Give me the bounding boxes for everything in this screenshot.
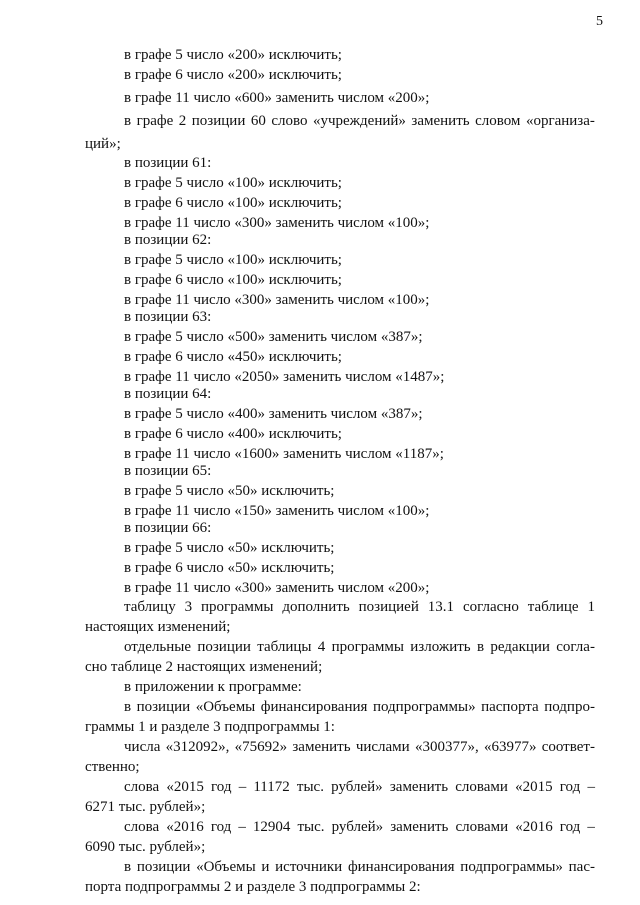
word: тыс. xyxy=(297,819,325,835)
word: «учреждений» xyxy=(312,113,406,129)
word: «300377», xyxy=(414,739,479,755)
text-line: в графе 5 число «200» исключить; xyxy=(124,47,342,63)
word: редакции xyxy=(490,639,550,655)
word: позиции xyxy=(136,859,191,875)
text-line xyxy=(124,698,595,716)
word: словами xyxy=(455,779,508,795)
text-line xyxy=(124,598,595,616)
word: 4 xyxy=(317,639,326,655)
word: пас- xyxy=(568,859,595,875)
text-line: в графе 5 число «400» заменить числом «387»; xyxy=(124,406,423,422)
word: таблицы xyxy=(257,639,312,655)
text-line: порта подпрограммы 2 и разделе 3 подпрограммы 2: xyxy=(85,879,421,895)
word: позиции xyxy=(136,699,191,715)
word: рублей» xyxy=(331,819,384,835)
word: год xyxy=(559,819,581,835)
text-line: в графе 5 число «100» исключить; xyxy=(124,252,342,268)
word: программы xyxy=(201,599,274,615)
word: 60 xyxy=(250,113,266,129)
word: словами xyxy=(455,819,509,835)
word: числами xyxy=(355,739,410,755)
word: и xyxy=(261,859,270,875)
text-line: в позиции 62: xyxy=(124,232,212,248)
word: таблицу xyxy=(124,599,176,615)
word: – xyxy=(238,779,247,795)
word: год xyxy=(211,779,232,795)
word: «организа- xyxy=(525,113,595,129)
text-line xyxy=(124,112,595,130)
text-line: 6090 тыс. рублей»; xyxy=(85,839,206,855)
text-line: в позиции 64: xyxy=(124,386,212,402)
word: заменить xyxy=(411,113,470,129)
text-line: сно таблице 2 настоящих изменений; xyxy=(85,659,323,675)
word: в xyxy=(124,859,132,875)
word: программы xyxy=(331,639,404,655)
text-line: в графе 6 число «400» исключить; xyxy=(124,426,342,442)
page-number: 5 xyxy=(596,14,603,29)
text-line xyxy=(124,818,595,836)
word: подпрограммы» xyxy=(372,699,476,715)
word: «75692» xyxy=(234,739,288,755)
text-line: граммы 1 и разделе 3 подпрограммы 1: xyxy=(85,719,335,735)
word: заменить xyxy=(389,779,449,795)
word: тыс. xyxy=(296,779,324,795)
word: слова xyxy=(124,779,160,795)
word: согла- xyxy=(556,639,595,655)
text-line xyxy=(124,778,595,796)
text-line xyxy=(124,638,595,656)
word: согласно xyxy=(462,599,519,615)
word: – xyxy=(238,819,246,835)
text-line: в графе 11 число «300» заменить числом «100»; xyxy=(124,215,430,231)
text-line: в графе 5 число «50» исключить; xyxy=(124,483,335,499)
word: «63977» xyxy=(483,739,537,755)
word: паспорта xyxy=(481,699,539,715)
word: 12904 xyxy=(252,819,291,835)
word: «Объемы xyxy=(196,859,256,875)
word: «312092», xyxy=(165,739,230,755)
word: рублей» xyxy=(331,779,383,795)
text-line: в графе 6 число «100» исключить; xyxy=(124,195,342,211)
text-line: ственно; xyxy=(85,759,140,775)
word: «2016 xyxy=(166,819,204,835)
word: «Объемы xyxy=(195,699,256,715)
word: 2 xyxy=(178,113,187,129)
word: финансирования xyxy=(260,699,368,715)
word: позиции xyxy=(191,113,246,129)
text-line xyxy=(124,858,595,876)
word: подпро- xyxy=(544,699,595,715)
text-line: 6271 тыс. рублей»; xyxy=(85,799,206,815)
word: отдельные xyxy=(124,639,192,655)
text-line: в позиции 66: xyxy=(124,520,212,536)
word: изложить xyxy=(410,639,471,655)
text-line: в графе 11 число «600» заменить числом «200»; xyxy=(124,90,430,106)
word: в xyxy=(476,639,485,655)
word: 11172 xyxy=(253,779,290,795)
text-line: в позиции 63: xyxy=(124,309,212,325)
text-line: в графе 6 число «100» исключить; xyxy=(124,272,342,288)
word: финансирования xyxy=(347,859,455,875)
text-line xyxy=(124,738,595,756)
word: – xyxy=(587,819,595,835)
word: «2016 xyxy=(515,819,553,835)
word: в xyxy=(124,113,132,129)
text-line: в графе 5 число «100» исключить; xyxy=(124,175,342,191)
text-line: в графе 11 число «1600» заменить числом «1187»; xyxy=(124,446,444,462)
text-line: в приложении к программе: xyxy=(124,679,302,695)
text-line: ций»; xyxy=(85,136,121,152)
text-line: в графе 11 число «300» заменить числом «100»; xyxy=(124,292,430,308)
word: год xyxy=(210,819,232,835)
word: соответ- xyxy=(541,739,595,755)
text-line: в графе 6 число «450» исключить; xyxy=(124,349,342,365)
text-line: в графе 6 число «200» исключить; xyxy=(124,67,342,83)
word: 1 xyxy=(587,599,595,615)
word: год xyxy=(559,779,581,795)
word: «2015 xyxy=(166,779,204,795)
word: числа xyxy=(124,739,161,755)
text-line: в графе 5 число «500» заменить числом «387»; xyxy=(124,329,423,345)
text-line: в графе 6 число «50» исключить; xyxy=(124,560,335,576)
text-line: в графе 11 число «2050» заменить числом «1487»; xyxy=(124,369,445,385)
word: слова xyxy=(124,819,160,835)
word: дополнить xyxy=(282,599,350,615)
word: словом xyxy=(475,113,521,129)
text-line: в позиции 65: xyxy=(124,463,212,479)
text-line: настоящих изменений; xyxy=(85,619,231,635)
word: источники xyxy=(275,859,343,875)
word: графе xyxy=(136,113,174,129)
word: заменить xyxy=(292,739,351,755)
text-line: в графе 5 число «50» исключить; xyxy=(124,540,335,556)
text-line: в графе 11 число «300» заменить числом «200»; xyxy=(124,580,430,596)
text-line: в графе 11 число «150» заменить числом «100»; xyxy=(124,503,430,519)
word: – xyxy=(587,779,595,795)
word: «2015 xyxy=(515,779,553,795)
word: позицией xyxy=(358,599,419,615)
word: 13.1 xyxy=(427,599,455,615)
word: позиции xyxy=(197,639,251,655)
word: 3 xyxy=(184,599,193,615)
word: заменить xyxy=(390,819,449,835)
word: таблице xyxy=(527,599,579,615)
text-line: в позиции 61: xyxy=(124,155,212,171)
word: подпрограммы» xyxy=(460,859,563,875)
word: слово xyxy=(271,113,308,129)
word: в xyxy=(124,699,132,715)
